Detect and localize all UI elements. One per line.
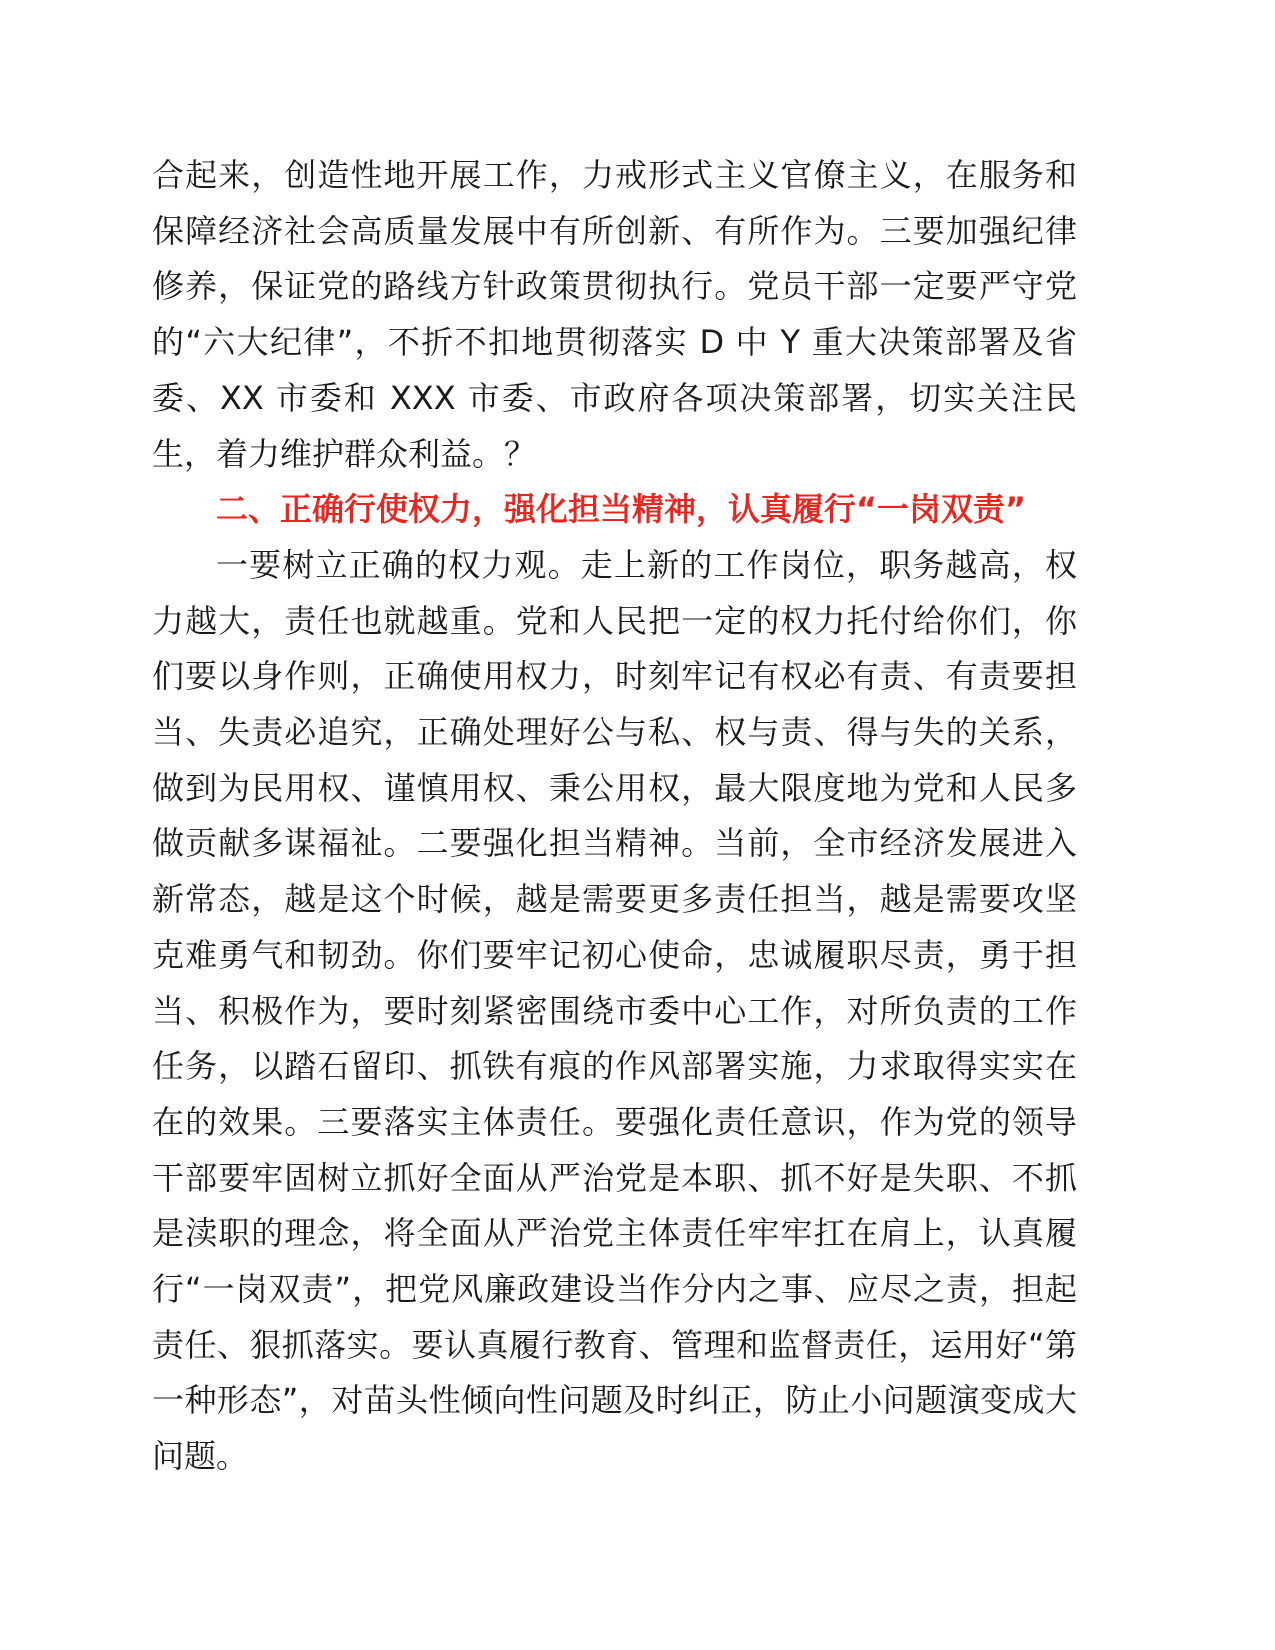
section-heading-2: 二、正确行使权力，强化担当精神，认真履行“一岗双责” bbox=[216, 490, 1027, 529]
document-page bbox=[152, 148, 1077, 1485]
body-paragraph-1: 合起来，创造性地开展工作，力戒形式主义官僚主义，在服务和保障经济社会高质量发展中有所创新、有所作为。三要加强纪律修养，保证党的路线方针政策贯彻执行。党员干部一定要严守党的“六大纪律”，不折不扣地贯彻落实 D 中 Y 重大决策部署及省委、XX 市委和 XXX 市委、市政府各项决策部署，切实关注民生，着力维护群众利益。？ bbox=[152, 156, 1077, 473]
body-paragraph-2: 一要树立正确的权力观。走上新的工作岗位，职务越高，权力越大，责任也就越重。党和人民把一定的权力托付给你们，你们要以身作则，正确使用权力，时刻牢记有权必有责、有责要担当、失责必追究，正确处理好公与私、权与责、得与失的关系，做到为民用权、谨慎用权、秉公用权，最大限度地为党和人民多做贡献多谋福祉。二要强化担当精神。当前，全市经济发展进入新常态，越是这个时候，越是需要更多责任担当，越是需要攻坚克难勇气和韧劲。你们要牢记初心使命，忠诚履职尽责，勇于担当、积极作为，要时刻紧密围绕市委中心工作，对所负责的工作任务，以踏石留印、抓铁有痕的作风部署实施，力求取得实实在在的效果。三要落实主体责任。要强化责任意识，作为党的领导干部要牢固树立抓好全面从严治党是本职、抓不好是失职、不抓是渎职的理念，将全面从严治党主体责任牢牢扛在肩上，认真履行“一岗双责”，把党风廉政建设当作分内之事、应尽之责，担起责任、狠抓落实。要认真履行教育、管理和监督责任，运用好“第一种形态”，对苗头性倾向性问题及时纠正，防止小问题演变成大问题。 bbox=[152, 545, 1077, 1476]
